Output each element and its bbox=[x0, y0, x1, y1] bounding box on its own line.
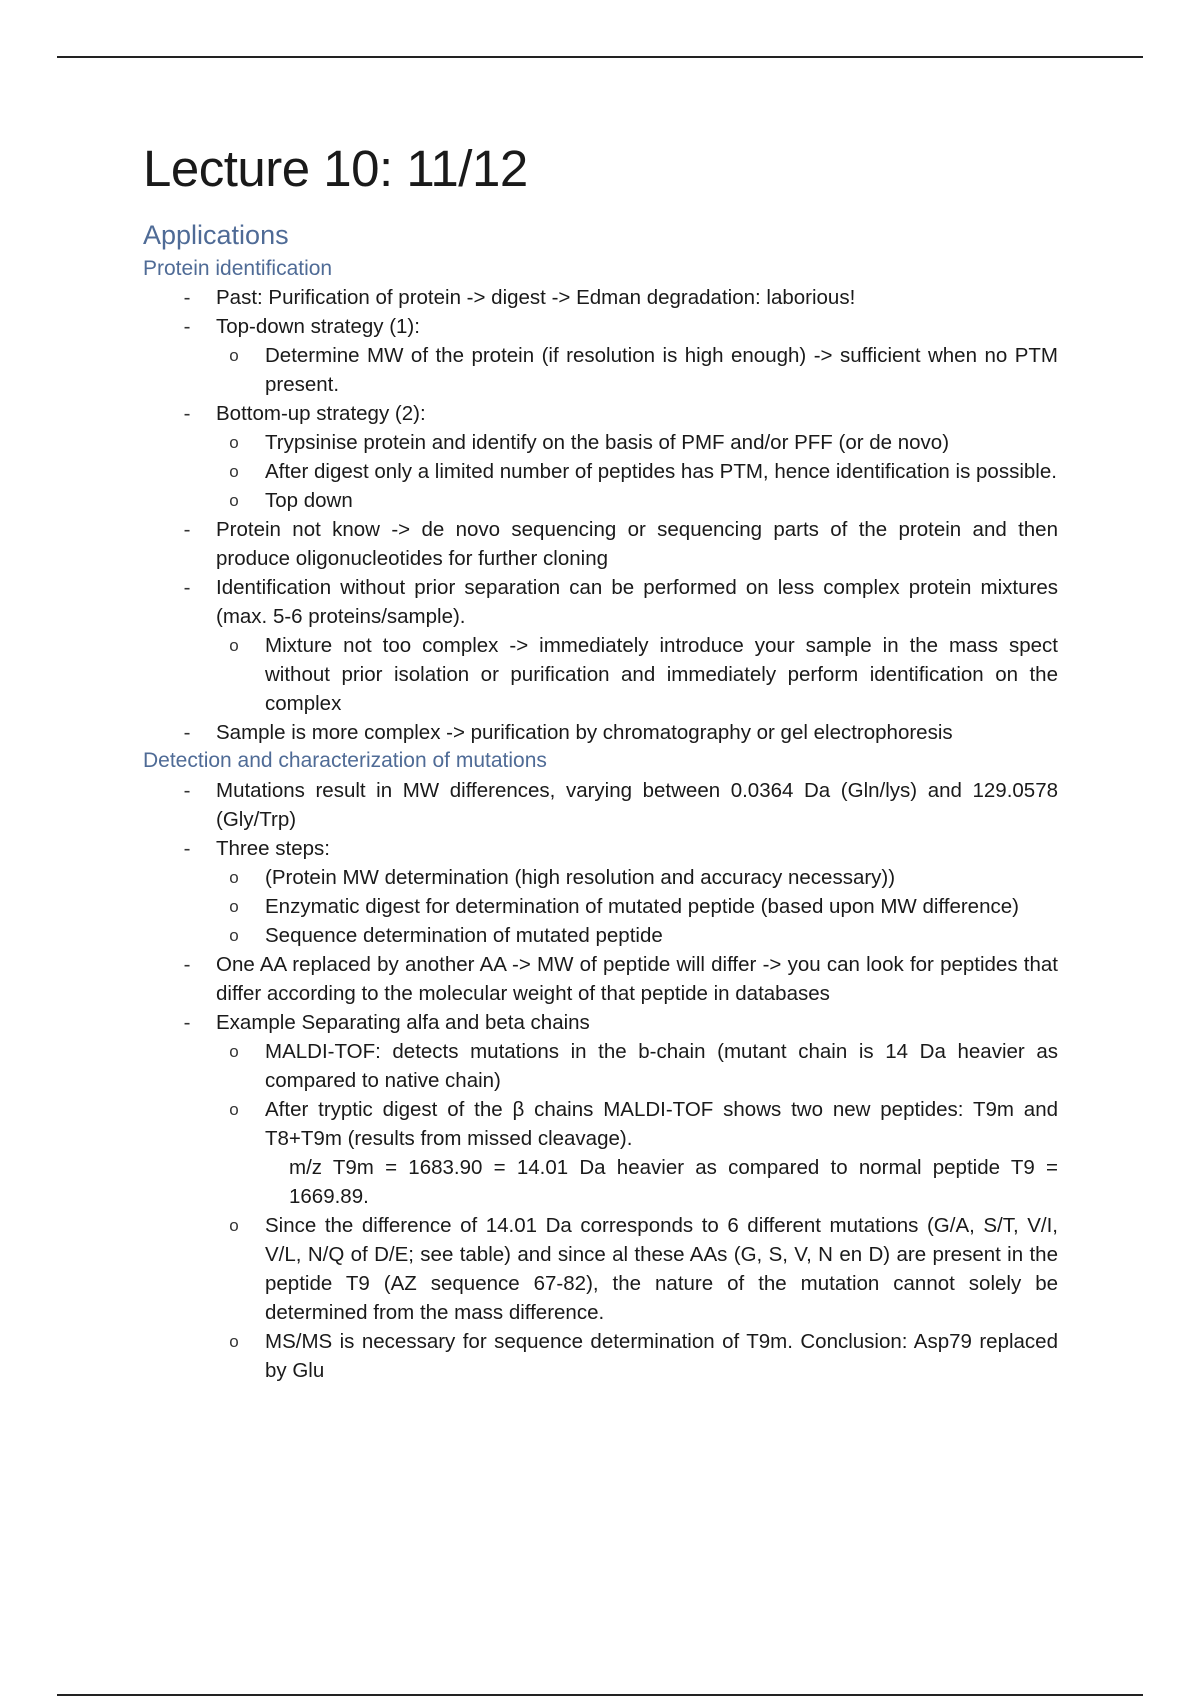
sub-list-item-text: After tryptic digest of the β chains MALDI-TOF shows two new peptides: T9m and T8+T9m (results from missed cleavage). bbox=[265, 1097, 1058, 1150]
list-item bbox=[143, 1008, 1058, 1385]
sub-list-item-text: Enzymatic digest for determination of mutated peptide (based upon MW difference) bbox=[265, 894, 1019, 918]
list-item bbox=[143, 950, 1058, 1008]
circle-bullet-icon: o bbox=[229, 346, 239, 366]
sub-list-item bbox=[216, 631, 1058, 718]
page-title: Lecture 10: 11/12 bbox=[143, 140, 528, 197]
subsection-heading-protein-identification: Protein identification bbox=[143, 257, 333, 281]
list-item-text: Mutations result in MW differences, varying between 0.0364 Da (Gln/lys) and 129.0578 (Gly/Trp) bbox=[216, 778, 1058, 831]
list-item-text: One AA replaced by another AA -> MW of peptide will differ -> you can look for peptides that differ according to the molecular weight of that peptide in databases bbox=[216, 952, 1058, 1005]
mass-note: m/z T9m = 1683.90 = 14.01 Da heavier as compared to normal peptide T9 = 1669.89. bbox=[289, 1155, 1058, 1208]
sub-list-item bbox=[216, 1327, 1058, 1385]
dash-bullet-icon: - bbox=[183, 315, 191, 339]
list-item bbox=[143, 834, 1058, 950]
sub-list-item bbox=[216, 457, 1058, 486]
list-item bbox=[143, 312, 1058, 399]
list-item bbox=[143, 283, 1058, 312]
sub-list-item bbox=[216, 428, 1058, 457]
circle-bullet-icon: o bbox=[229, 433, 239, 453]
circle-bullet-icon: o bbox=[229, 867, 239, 887]
bullet-list bbox=[143, 283, 1058, 747]
list-item-text: Past: Purification of protein -> digest -> Edman degradation: laborious! bbox=[216, 286, 856, 310]
list-item-text: Top-down strategy (1): bbox=[216, 315, 420, 339]
sub-bullet-list bbox=[216, 1037, 1058, 1385]
list-item-text: Identification without prior separation can be performed on less complex protein mixtures (max. 5-6 proteins/sample). bbox=[216, 576, 1058, 629]
list-item bbox=[143, 776, 1058, 834]
sub-list-item-text: (Protein MW determination (high resolution and accuracy necessary)) bbox=[265, 865, 896, 889]
circle-bullet-icon: o bbox=[229, 491, 239, 511]
circle-bullet-icon: o bbox=[229, 636, 239, 656]
dash-bullet-icon: - bbox=[183, 518, 191, 542]
sub-bullet-list bbox=[216, 863, 1058, 950]
list-item bbox=[143, 573, 1058, 718]
sub-list-item bbox=[216, 1211, 1058, 1327]
circle-bullet-icon: o bbox=[229, 1215, 239, 1235]
sub-list-item bbox=[216, 863, 1058, 892]
circle-bullet-icon: o bbox=[229, 462, 239, 482]
bottom-rule bbox=[57, 1694, 1143, 1696]
dash-bullet-icon: - bbox=[183, 721, 191, 745]
sub-list-item bbox=[216, 892, 1058, 921]
sub-list-item bbox=[216, 1095, 1058, 1211]
sub-list-item-text: MS/MS is necessary for sequence determination of T9m. Conclusion: Asp79 replaced by Glu bbox=[265, 1329, 1058, 1382]
sub-list-item bbox=[216, 1037, 1058, 1095]
subsection-heading-mutations: Detection and characterization of mutations bbox=[143, 749, 547, 773]
circle-bullet-icon: o bbox=[229, 1041, 239, 1061]
section-heading-applications: Applications bbox=[143, 219, 289, 250]
list-item-text: Protein not know -> de novo sequencing or sequencing parts of the protein and then produce oligonucleotides for further cloning bbox=[216, 518, 1058, 571]
dash-bullet-icon: - bbox=[183, 402, 191, 426]
circle-bullet-icon: o bbox=[229, 925, 239, 945]
sub-list-item-text: After digest only a limited number of peptides has PTM, hence identification is possible. bbox=[265, 460, 1057, 484]
sub-list-item-text: MALDI-TOF: detects mutations in the b-chain (mutant chain is 14 Da heavier as compared to native chain) bbox=[265, 1039, 1058, 1092]
sub-list-item-text: Determine MW of the protein (if resolution is high enough) -> sufficient when no PTM present. bbox=[265, 344, 1058, 397]
circle-bullet-icon: o bbox=[229, 1331, 239, 1351]
dash-bullet-icon: - bbox=[183, 1010, 191, 1034]
list-item-text: Example Separating alfa and beta chains bbox=[216, 1010, 590, 1034]
dash-bullet-icon: - bbox=[183, 836, 191, 860]
circle-bullet-icon: o bbox=[229, 896, 239, 916]
top-rule bbox=[57, 56, 1143, 58]
circle-bullet-icon: o bbox=[229, 1099, 239, 1119]
dash-bullet-icon: - bbox=[183, 778, 191, 802]
sub-list-item bbox=[216, 341, 1058, 399]
sub-list-item-text: Since the difference of 14.01 Da corresponds to 6 different mutations (G/A, S/T, V/I, V/L, N/Q of D/E; see table) and since al these AAs (G, S, V, N en D) are present in the peptide T9 (AZ sequence 67-82), the nature of the mutation cannot solely be determined from the mass difference. bbox=[265, 1213, 1058, 1324]
sub-bullet-list bbox=[216, 428, 1058, 515]
list-item-text: Bottom-up strategy (2): bbox=[216, 402, 426, 426]
sub-list-item-text: Sequence determination of mutated peptide bbox=[265, 923, 663, 947]
sub-bullet-list bbox=[216, 631, 1058, 718]
sub-list-item bbox=[216, 486, 1058, 515]
list-item bbox=[143, 399, 1058, 515]
list-item bbox=[143, 718, 1058, 747]
dash-bullet-icon: - bbox=[183, 952, 191, 976]
document-body bbox=[143, 140, 1058, 1385]
sub-list-item-text: Trypsinise protein and identify on the basis of PMF and/or PFF (or de novo) bbox=[265, 431, 950, 455]
sub-list-item bbox=[216, 921, 1058, 950]
sub-list-item-text: Mixture not too complex -> immediately introduce your sample in the mass spect without prior isolation or purification and immediately perform identification on the complex bbox=[265, 634, 1058, 716]
sub-bullet-list bbox=[216, 341, 1058, 399]
list-item-text: Sample is more complex -> purification by chromatography or gel electrophoresis bbox=[216, 721, 953, 745]
dash-bullet-icon: - bbox=[183, 286, 191, 310]
sub-list-item-text: Top down bbox=[265, 489, 353, 513]
list-item bbox=[143, 515, 1058, 573]
dash-bullet-icon: - bbox=[183, 576, 191, 600]
list-item-text: Three steps: bbox=[216, 836, 330, 860]
bullet-list bbox=[143, 776, 1058, 1385]
